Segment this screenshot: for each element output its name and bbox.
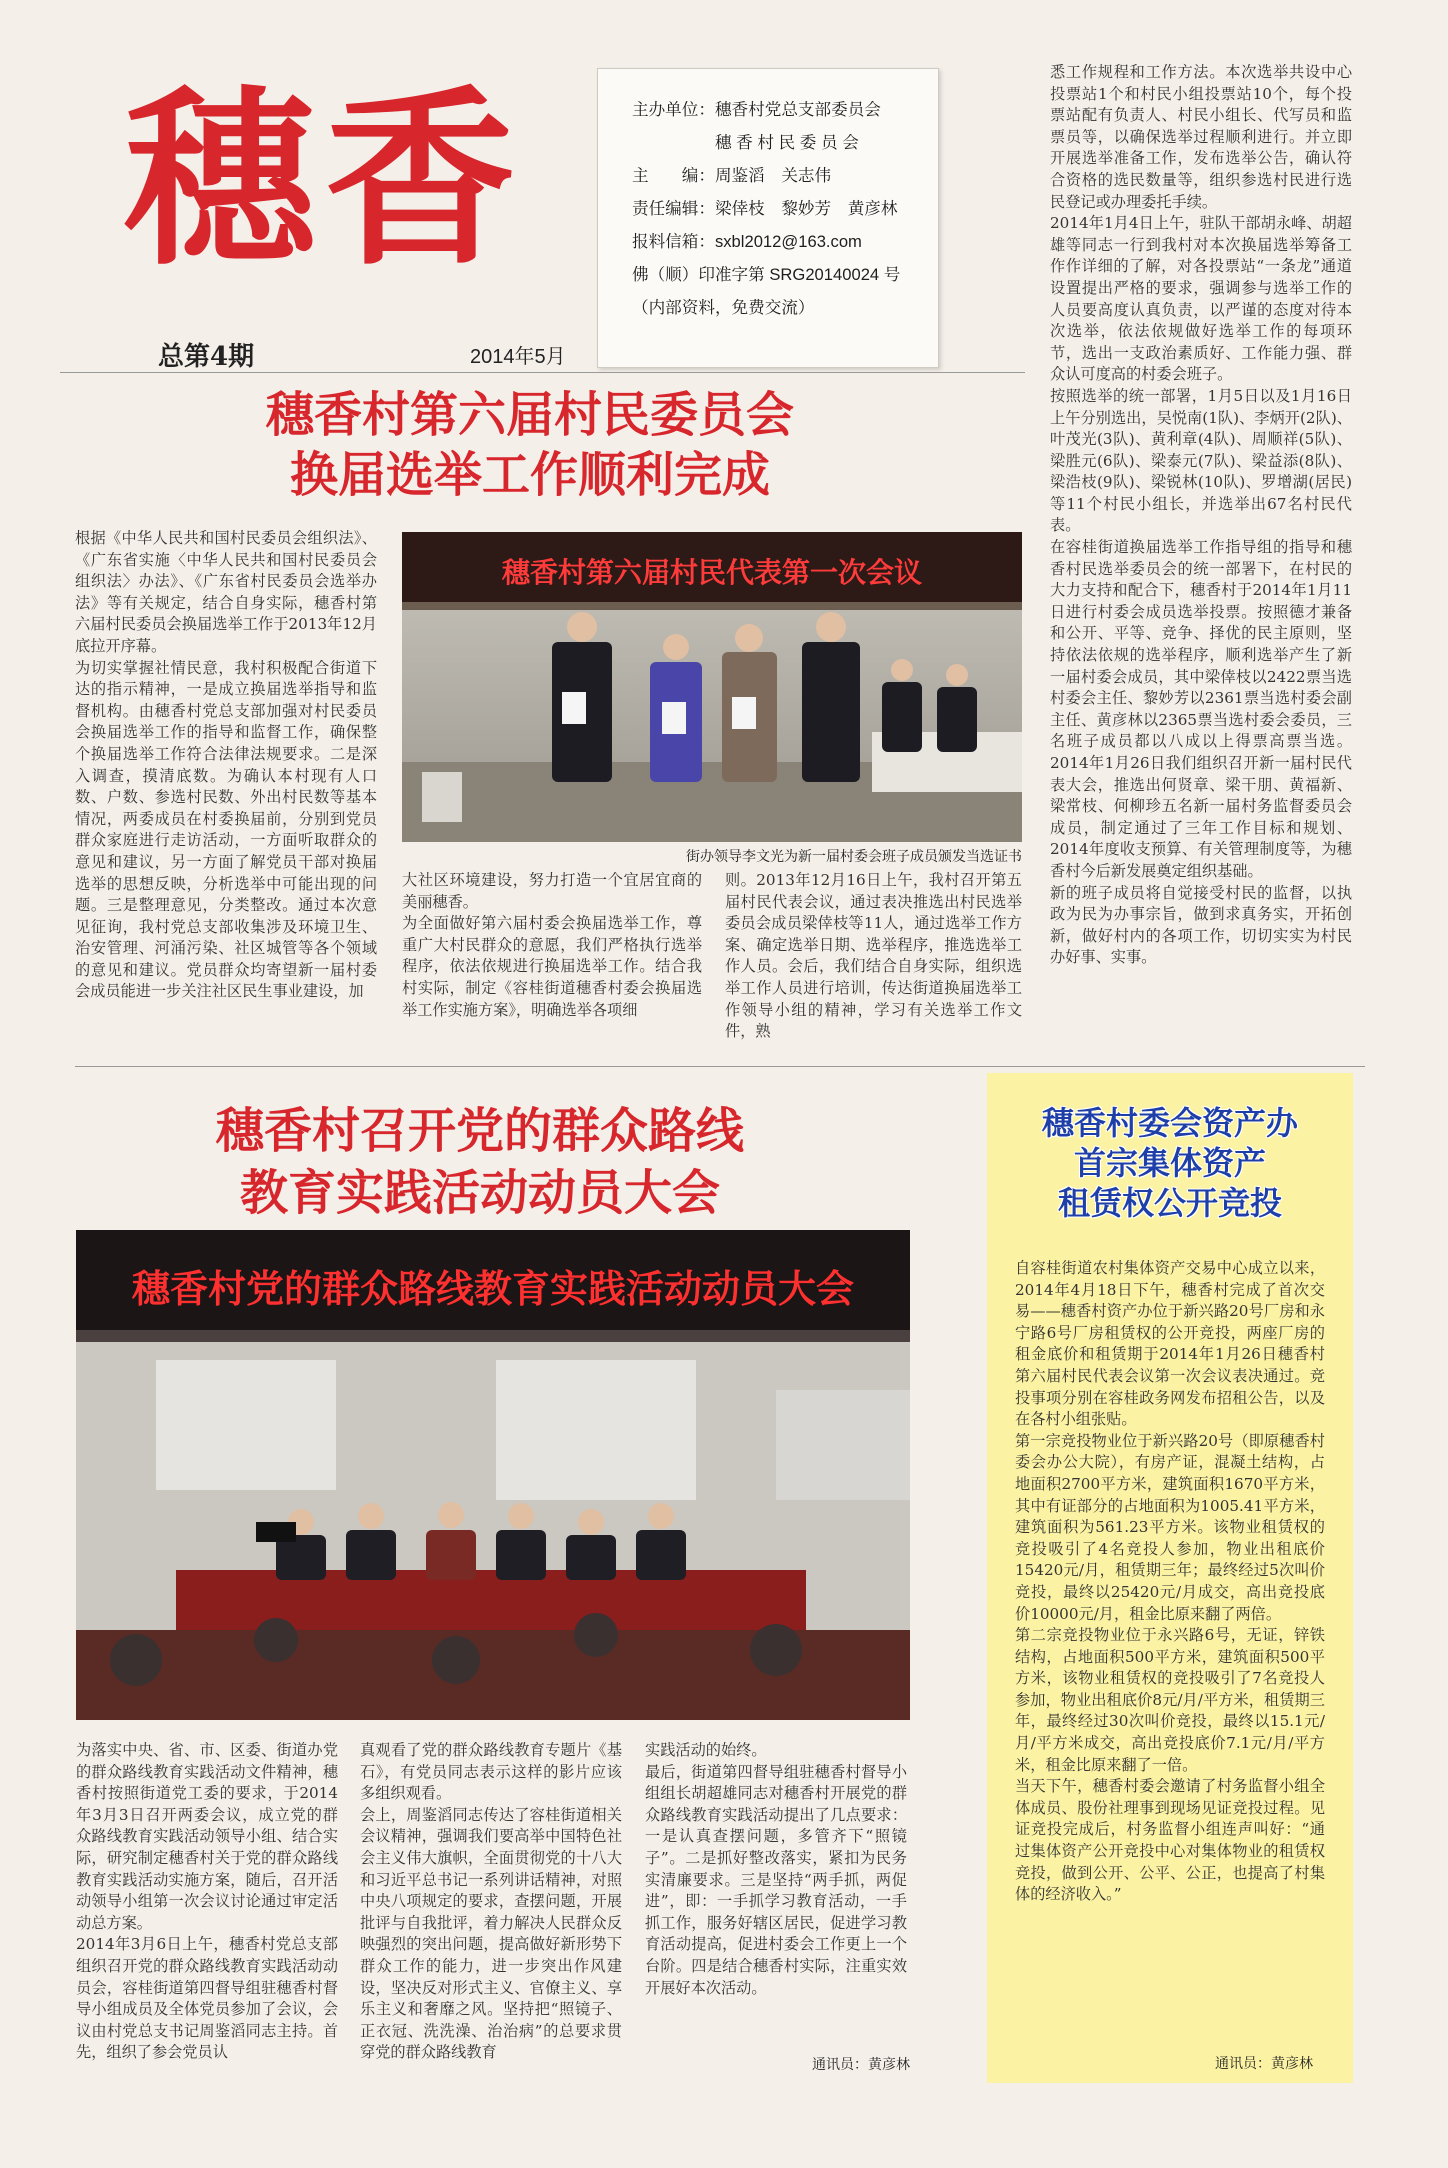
article1-text: 大社区环境建设，努力打造一个宜居宜商的美丽穗香。 为全面做好第六届村委会换届选举工作，尊重广大村民群众的意愿，我们严格执行选举程序，依法依规进行换届选举工作。结合我村实际，制定《容桂街道穗香村委会换届选举工作实施方案》，明确选举各项细 bbox=[402, 871, 702, 1019]
article1-column-3 bbox=[725, 870, 1022, 1056]
article2-text: 实践活动的始终。 最后，街道第四督导组驻穗香村督导小组组长胡超雄同志对穗香村开展党的群众路线教育实践活动提出了几点要求：一是认真查摆问题，多管齐下“照镜子”。二是抓好整改落实，紧扣为民务实清廉要求。三是坚持“两手抓，两促进”，即：一手抓学习教育活动，一手抓工作，服务好辖区居民，促进学习教育活动提高，促进村委会工作更上一个台阶。四是结合穗香村实际，注重实效开展好本次活动。 bbox=[645, 1741, 907, 1997]
publisher-info-box bbox=[597, 68, 939, 368]
sidebar-title: 穗香村委会资产办 首宗集体资产 租赁权公开竞投 bbox=[1041, 1104, 1298, 1222]
info-line: 佛（顺）印准字第 SRG20140024 号 bbox=[632, 265, 901, 284]
issue-number: 总第4期 bbox=[158, 342, 255, 372]
sidebar-body bbox=[1015, 1258, 1325, 2028]
election-photo-caption: 街办领导李文光为新一届村委会班子成员颁发当选证书 bbox=[686, 848, 1022, 864]
article2-text: 真观看了党的群众路线教育专题片《基石》，有党员同志表示这样的影片应该多组织观看。 会上，周鉴滔同志传达了容桂街道相关会议精神，强调我们要高举中国特色社会主义伟大旗帜，全面贯彻党的十八大和习近平总书记一系列讲话精神，对照中央八项规定的要求，查摆问题，开展批评与自我批评，着力解决人民群众反映强烈的突出问题，提高做好新形势下群众工作的能力，进一步突出作风建设，坚决反对形式主义、官僚主义、享乐主义和奢靡之风。坚持把“照镜子、正衣冠、洗洗澡、治治病”的总要求贯穿党的群众路线教育 bbox=[360, 1741, 622, 2062]
info-line: 主办单位：穗香村党总支部委员会 bbox=[632, 100, 881, 119]
section-divider bbox=[75, 1066, 1365, 1067]
meeting-photo bbox=[76, 1230, 910, 1720]
info-line: 主 编：周鉴滔 关志伟 bbox=[632, 166, 832, 185]
asset-lease-sidebar bbox=[987, 1073, 1353, 2083]
article2-text: 为落实中央、省、市、区委、街道办党的群众路线教育实践活动文件精神，穗香村按照街道党工委的要求，于2014年3月3日召开两委会议，成立党的群众路线教育实践活动领导小组、结合实际，研究制定穗香村关于党的群众路线教育实践活动实施方案，随后，召开活动领导小组第一次会议讨论通过审定活动总方案。 2014年3月6日上午，穗香村党总支部组织召开党的群众路线教育实践活动动员会，容桂街道第四督导组驻穗香村督导小组成员及全体党员参加了会议，会议由村党总支书记周鉴滔同志主持。首先，组织了参会党员认 bbox=[76, 1741, 338, 2062]
article1-headline: 穗香村第六届村民委员会 换届选举工作顺利完成 bbox=[265, 387, 794, 503]
photo-led-banner: 穗香村第六届村民代表第一次会议 bbox=[501, 556, 923, 589]
masthead-rule bbox=[60, 372, 1025, 373]
info-line: 责任编辑：梁倖枝 黎妙芳 黄彦林 bbox=[632, 199, 898, 218]
article1-text: 则。2013年12月16日上午，我村召开第五届村民代表会议，通过表决推选出村民选举委员会成员梁倖枝等11人，通过选举工作方案、确定选举日期、选举程序，推选选举工作人员。会后，我们结合自身实际，组织选举工作人员进行培训，传达街道换届选举工作领导小组的精神，学习有关选举工作文件，熟 bbox=[725, 871, 1022, 1041]
issue-date: 2014年5月 bbox=[470, 346, 566, 368]
masthead-title: 穗香 bbox=[125, 68, 526, 291]
photo-led-banner: 穗香村党的群众路线教育实践活动动员大会 bbox=[131, 1267, 855, 1311]
info-line: （内部资料，免费交流） bbox=[632, 298, 815, 317]
article2-column-1 bbox=[76, 1740, 338, 2070]
article1-column-1 bbox=[75, 528, 377, 1056]
article2-column-3 bbox=[645, 1740, 907, 2020]
article1-column-2 bbox=[402, 870, 702, 1056]
article1-text: 悉工作规程和工作方法。本次选举共设中心投票站1个和村民小组投票站10个，每个投票站配有负责人、村民小组长、代写员和监票员等，以确保选举过程顺利进行。并立即开展选举准备工作，发布选举公告，确认符合资格的选民数量等，组织参选村民进行选民登记或办理委托手续。 2014年1月4日上午，驻队干部胡永峰、胡超雄等同志一行到我村对本次换届选举筹备工作作详细的了解，对各投票站“一条龙”通道设置提出严格的要求，强调参与选举工作的人员要高度认真负责，以严谨的态度对待本次选举，依法依规做好选举工作的每项环节，选出一支政治素质好、工作能力强、群众认可度高的村委会班子。 按照选举的统一部署，1月5日以及1月16日上午分别选出，吴悦南(1队)、李炳开(2队)、叶茂光(3队)、黄利章(4队)、周顺祥(5队)、梁胜元(6队)、梁泰元(7队)、梁益添(8队)、梁浩枝(9队)、梁锐林(10队)、罗增湖(居民)等11个村民小组长，并选举出67名村民代表。 在容桂街道换届选举工作指导组的指导和穗香村民选举委员会的统一部署下，在村民的大力支持和配合下，穗香村于2014年1月11日进行村委会成员选举投票。按照德才兼备和公开、平等、竞争、择优的民主原则，坚持依法依规的选举程序，顺利选举产生了新一届村委会成员，其中梁倖枝以2422票当选村委会主任、黎妙芳以2361票当选村委会副主任、黄彦林以2365票当选村委会委员，三名班子成员都以八成以上得票高票当选。2014年1月26日我们组织召开新一届村民代表大会，推选出何贤章、梁干朋、黄福新、梁常枝、何柳珍五名新一届村务监督委员会成员，制定通过了三年工作目标和规划、2014年度收支预算、有关管理制度等，为穗香村今后新发展奠定组织基础。 新的班子成员将自觉接受村民的监督，以执政为民为办事宗旨，做到求真务实，开拓创新，做好村内的各项工作，切切实实为村民办好事、实事。 bbox=[1050, 63, 1352, 967]
article2-byline: 通讯员：黄彦林 bbox=[812, 2056, 910, 2072]
article1-text: 根据《中华人民共和国村民委员会组织法》、《广东省实施〈中华人民共和国村民委员会组织法〉办法》、《广东省村民委员会选举办法》等有关规定，结合自身实际，穗香村第六届村民委员会换届选举工作于2013年12月底拉开序幕。 为切实掌握社情民意，我村积极配合街道下达的指示精神，一是成立换届选举指导和监督机构。由穗香村党总支部加强对村民委员会换届选举工作的指导和监督工作，确保整个换届选举工作符合法律法规要求。二是深入调查，摸清底数。为确认本村现有人口数、户数、参选村民数、外出村民数等基本情况，两委成员在村委换届前，分别到党员群众家庭进行走访活动，一方面听取群众的意见和建议，另一方面了解党员干部对换届选举的思想反映，分析选举中可能出现的问题。三是整理意见，分类整改。通过本次意见征询，我村党总支部收集涉及环境卫生、治安管理、河涌污染、社区城管等各个领域的意见和建议。党员群众均寄望新一届村委会成员能进一步关注社区民生事业建设，加 bbox=[75, 529, 377, 1001]
article2-column-2 bbox=[360, 1740, 622, 2070]
sidebar-text: 自容桂街道农村集体资产交易中心成立以来，2014年4月18日下午，穗香村完成了首次交易——穗香村资产办位于新兴路20号厂房和永宁路6号厂房租赁权的公开竞投，两座厂房的租金底价和租赁期于2014年1月26日穗香村第六届村民代表会议第一次会议表决通过。竞投事项分别在容桂政务网发布招租公告，以及在各村小组张贴。 第一宗竞投物业位于新兴路20号（即原穗香村委会办公大院），有房产证，混凝土结构，占地面积2700平方米，建筑面积1670平方米，其中有证部分的占地面积为1005.41平方米，建筑面积为561.23平方米。该物业租赁权的竞投吸引了4名竞投人参加，物业出租底价15420元/月，租赁期三年；最终经过5次叫价竞投，最终以25420元/月成交，高出竞投底价10000元/月，租金比原来翻了两倍。 第二宗竞投物业位于永兴路6号，无证，锌铁结构，占地面积500平方米，建筑面积500平方米，该物业租赁权的竞投吸引了7名竞投人参加，物业出租底价8元/月/平方米，租赁期三年，最终经过30次叫价竞投，最终以15.1元/月/平方米成交，高出竞投底价7.1元/月/平方米，租金比原来翻了一倍。 当天下午，穗香村委会邀请了村务监督小组全体成员、股份社理事到现场见证竞投过程。见证竞投完成后，村务监督小组连声叫好：“通过集体资产公开竞投中心对集体物业的租赁权竞投，做到公开、公平、公正，也提高了村集体的经济收入。” bbox=[1015, 1259, 1325, 1904]
sidebar-byline: 通讯员：黄彦林 bbox=[1215, 2055, 1313, 2071]
election-photo bbox=[402, 532, 1022, 842]
info-line: 穗 香 村 民 委 员 会 bbox=[632, 133, 859, 152]
info-line: 报料信箱：sxbl2012@163.com bbox=[632, 232, 862, 251]
article2-headline: 穗香村召开党的群众路线 教育实践活动动员大会 bbox=[215, 1103, 744, 1221]
article1-column-4 bbox=[1050, 62, 1352, 1054]
